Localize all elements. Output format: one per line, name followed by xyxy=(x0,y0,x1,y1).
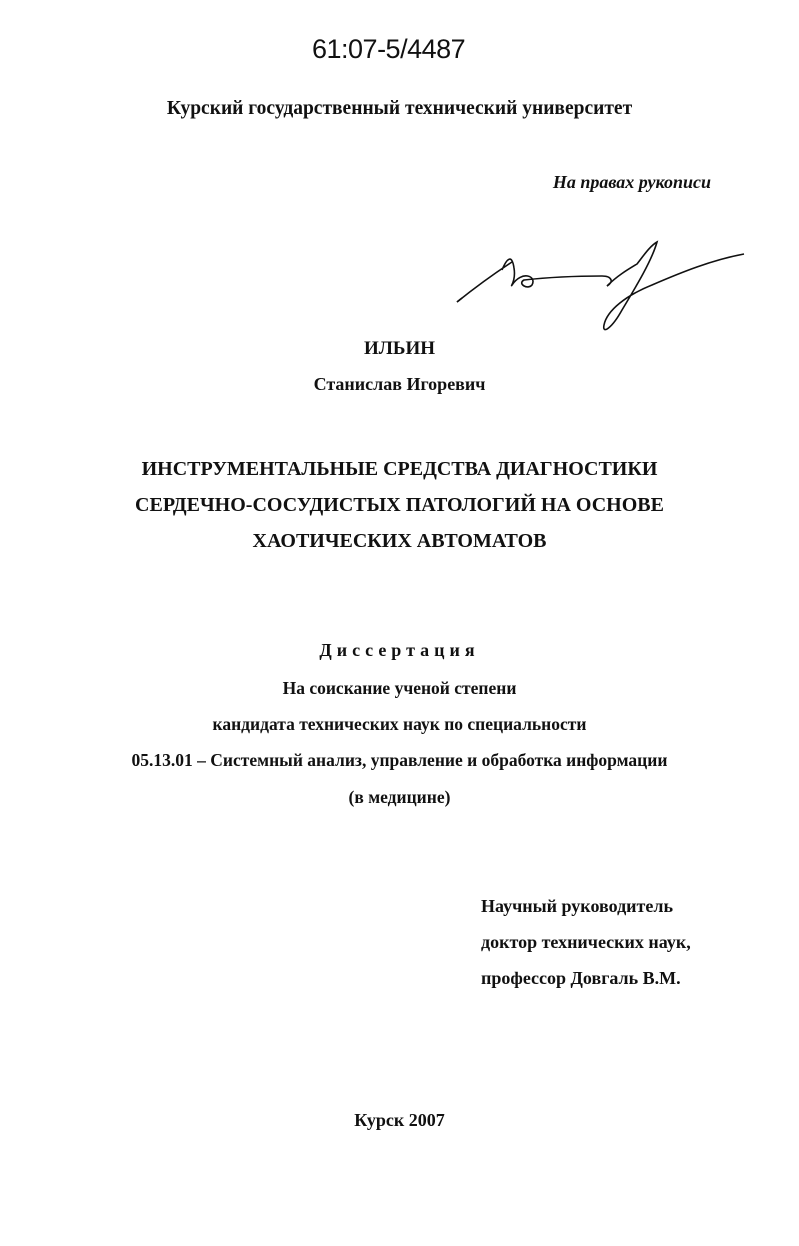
supervisor-line: Научный руководитель xyxy=(481,896,673,916)
supervisor-line: профессор Довгаль В.М. xyxy=(481,968,681,988)
university-name: Курский государственный технический университет xyxy=(166,98,633,119)
manuscript-rights-note: На правах рукописи xyxy=(552,172,711,192)
catalog-code: 61:07-5/4487 xyxy=(312,34,466,64)
author-surname: ИЛЬИН xyxy=(363,338,436,359)
supervisor-line: доктор технических наук, xyxy=(481,932,691,952)
thesis-title-line: ХАОТИЧЕСКИХ АВТОМАТОВ xyxy=(252,530,547,552)
signature xyxy=(452,240,747,335)
degree-line: На соискание ученой степени xyxy=(282,678,517,698)
thesis-title-line: СЕРДЕЧНО-СОСУДИСТЫХ ПАТОЛОГИЙ НА ОСНОВЕ xyxy=(135,494,664,516)
degree-line: кандидата технических наук по специальности xyxy=(212,714,587,734)
specialty-line: 05.13.01 – Системный анализ, управление и обработка информации xyxy=(131,750,668,770)
thesis-title-line: ИНСТРУМЕНТАЛЬНЫЕ СРЕДСТВА ДИАГНОСТИКИ xyxy=(141,458,658,480)
specialty-line: (в медицине) xyxy=(348,787,451,807)
document-type-heading: Диссертация xyxy=(319,640,480,660)
author-name: Станислав Игоревич xyxy=(313,374,486,394)
city-year: Курск 2007 xyxy=(354,1110,445,1130)
